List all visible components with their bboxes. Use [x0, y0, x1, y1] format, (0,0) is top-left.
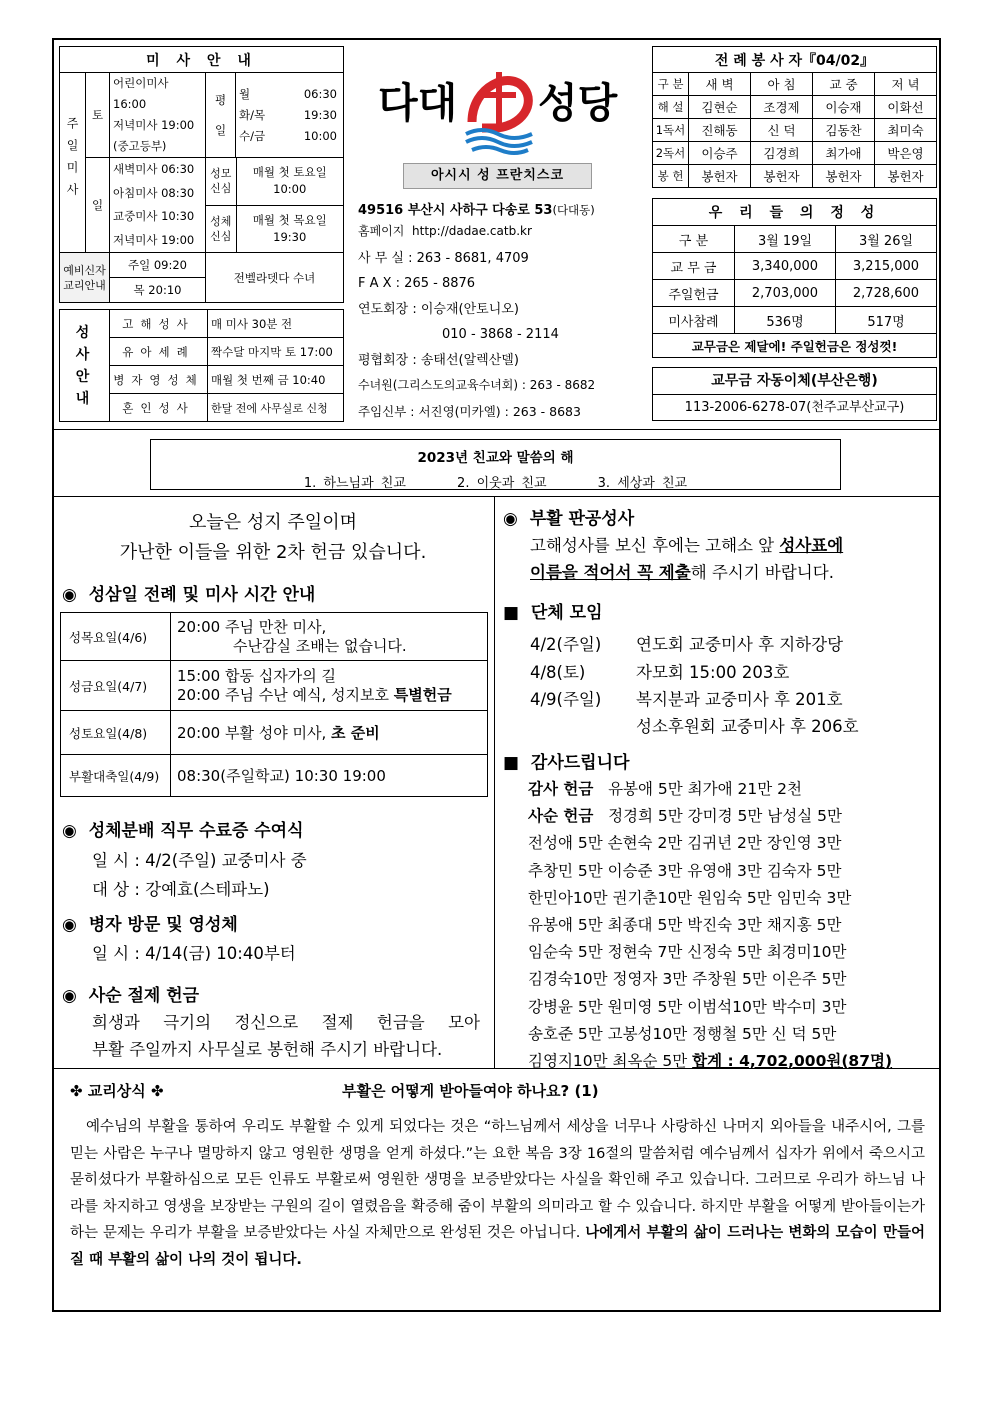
offering-col: 3월 19일 [735, 226, 836, 253]
server-cell: 신 덕 [751, 119, 813, 142]
square-bullet-icon: ■ [503, 603, 520, 623]
clover-icon: ✤ [70, 1082, 83, 1100]
logo-text-2: 성당 [538, 79, 618, 127]
sat-label: 토 [86, 73, 110, 158]
server-cell: 김동찬 [813, 119, 875, 142]
group-text: 복지분과 교중미사 후 201호 [636, 690, 843, 709]
server-cell: 조경제 [751, 96, 813, 119]
cross-wave-icon [462, 66, 538, 156]
holyweek-table [60, 612, 488, 797]
circle-bullet-icon: ◉ [62, 986, 77, 1006]
clover-icon: ✤ [151, 1082, 164, 1100]
announcement-line-1: 오늘은 성지 주일이며 [189, 512, 357, 533]
confession-text-1: 고해성사를 보신 후에는 고해소 앞 성사표에 [530, 536, 844, 555]
donor-list [528, 776, 920, 1075]
group-text: 자모회 15:00 203호 [636, 663, 790, 682]
sunday-mass-label: 주일미사 [60, 73, 86, 253]
holyweek-day: 성토요일(4/8) [61, 711, 171, 755]
year-theme-title: 2023년 친교와 말씀의 해 [417, 450, 574, 466]
offering-cell: 2,703,000 [735, 280, 836, 307]
offering-note: 교무금은 제달에! 주일헌금은 정성껏! [653, 334, 937, 358]
contact-info [358, 198, 595, 424]
confession-text-2: 이름을 적어서 꼭 제출해 주시기 바랍니다. [530, 563, 834, 582]
servers-col: 교 중 [813, 73, 875, 96]
catechumen-time-2: 목 20:10 [110, 278, 206, 303]
server-cell: 진해동 [689, 119, 751, 142]
donor-line: 정경희 5만 강미경 5만 남성실 5만 [608, 807, 842, 826]
donor-line: 김경숙10만 정영자 3만 주창원 5만 이은주 5만 [528, 970, 847, 989]
ceremony-target: 대 상 : 강예효(스테파노) [92, 880, 270, 899]
donor-line: 한민아10만 권기춘10만 원임숙 5만 임민숙 3만 [528, 888, 852, 907]
column-divider [494, 496, 495, 1068]
offering-row-label: 교 무 금 [653, 253, 735, 280]
group-date: 4/8(토) [530, 663, 586, 682]
doctrine-title: 부활은 어떻게 받아들여야 하나요? (1) [342, 1082, 599, 1100]
ceremony-heading: ◉ 성체분배 직무 수료증 수여식 [62, 821, 304, 841]
youth-president: 연도회장 : 이승재(안토니오) [358, 301, 519, 317]
holyweek-day: 성금요일(4/7) [61, 661, 171, 711]
autopay-account: 113-2006-6278-07(천주교부산교구) [684, 400, 905, 415]
donor-line: 강병윤 5만 원미영 5만 이범석10만 박수미 3만 [528, 997, 847, 1016]
sacraments-label: 성 사 안 내 [60, 310, 110, 422]
servers-row-label: 1독서 [653, 119, 689, 142]
council-president: 평협회장 : 송태선(알렉산델) [358, 352, 519, 368]
server-cell: 김경희 [751, 142, 813, 165]
donor-line: 추창민 5만 이승준 3만 유영애 3만 김숙자 5만 [528, 861, 842, 880]
group-text: 연도회 교중미사 후 지하강당 [636, 635, 844, 654]
server-cell: 이화선 [875, 96, 937, 119]
offering-table [652, 198, 937, 358]
donor-line: 임순숙 5만 정현숙 7만 신정숙 5만 최경미10만 [528, 943, 847, 962]
eucharist-devotion-time: 매월 첫 목요일 19:30 [252, 212, 327, 244]
logo-subtitle: 아시시 성 프란치스코 [403, 163, 592, 189]
holyweek-detail: 20:00 주님 만찬 미사, 수난감실 조배는 없습니다. [171, 613, 488, 661]
doctrine-label: ✤ 교리상식 ✤ [70, 1082, 164, 1100]
server-cell: 이승주 [689, 142, 751, 165]
donation-total: 합계 : 4,702,000원(87명) [692, 1052, 893, 1071]
autopay-box [652, 367, 937, 421]
server-cell: 봉헌자 [751, 165, 813, 188]
servers-row-label: 해 설 [653, 96, 689, 119]
sat-masses: 어린이미사 16:00 저녁미사 19:00 (중고등부) [110, 73, 206, 158]
marian-devotion-time: 매월 첫 토요일 10:00 [236, 158, 343, 205]
sacrament-name: 병자영성체 [110, 366, 208, 394]
holyweek-day: 부활대축일(4/9) [61, 755, 171, 797]
visit-heading: ◉ 병자 방문 및 영성체 [62, 915, 238, 935]
circle-bullet-icon: ◉ [62, 821, 77, 841]
confession-heading: ◉ 부활 판공성사 [503, 509, 635, 529]
sacrament-name: 혼인성사 [110, 394, 208, 422]
ceremony-date: 일 시 : 4/2(주일) 교중미사 중 [92, 851, 307, 870]
year-theme-box [150, 439, 841, 490]
group-date: 4/9(주일) [530, 690, 602, 709]
convent-phone: 수녀원(그리스도의교육수녀회) : 263 - 8682 [358, 378, 596, 392]
catechumen-teacher: 전벨라뎃다 수녀 [206, 253, 344, 303]
sacrament-name: 유아세례 [110, 338, 208, 366]
mass-schedule-table [59, 46, 344, 303]
servers-col: 구 분 [653, 73, 689, 96]
office-phone: 사 무 실 : 263 - 8681, 4709 [358, 250, 529, 266]
offering-col: 3월 26일 [836, 226, 937, 253]
group-date: 4/2(주일) [530, 635, 602, 654]
divider-theme [52, 496, 941, 497]
thanks-heading: ■ 감사드립니다 [503, 753, 630, 773]
lent-offering-label: 사순 헌금 [528, 807, 594, 826]
youth-phone: 010 - 3868 - 2114 [442, 327, 559, 342]
server-cell: 최가애 [813, 142, 875, 165]
logo-text-1: 다대 [378, 79, 458, 127]
servers-col: 저 녁 [875, 73, 937, 96]
square-bullet-icon: ■ [503, 753, 520, 773]
servers-row-label: 봉 헌 [653, 165, 689, 188]
homepage-link[interactable]: http://dadae.catb.kr [412, 223, 532, 238]
sacrament-text: 매월 첫 번째 금 10:40 [208, 366, 344, 394]
offering-row-label: 미사참례 [653, 307, 735, 334]
server-cell: 봉헌자 [813, 165, 875, 188]
offering-col: 구 분 [653, 226, 735, 253]
pastor-phone: 주임신부 : 서진영(미카엘) : 263 - 8683 [358, 403, 581, 419]
lent-text-1: 희생과 극기의 정신으로 절제 헌금을 모아 [92, 1013, 480, 1032]
lent-heading: ◉ 사순 절제 헌금 [62, 986, 200, 1006]
theme-item: 2. 이웃과 친교 [457, 476, 547, 491]
holyweek-detail: 20:00 부활 성야 미사, 초 준비 [171, 711, 488, 755]
postal-address: 49516 부산시 사하구 다송로 53 [358, 203, 553, 218]
weekday-masses: 월 06:30 화/목 19:30 수/금 10:00 [236, 73, 344, 158]
sacrament-text: 한달 전에 사무실로 신청 [208, 394, 344, 422]
catechumen-time-1: 주일 09:20 [110, 253, 206, 278]
fax-number: F A X : 265 - 8876 [358, 276, 476, 291]
servers-col: 아 침 [751, 73, 813, 96]
announcement-line-2: 가난한 이들을 위한 2차 헌금 있습니다. [119, 542, 427, 563]
sacrament-text: 매 미사 30분 전 [208, 310, 344, 338]
divider-top [52, 429, 941, 430]
lent-text-2: 부활 주일까지 사무실로 봉헌해 주시기 바랍니다. [92, 1040, 443, 1059]
weekday-label: 평 일 [206, 73, 236, 158]
sacrament-name: 고해성사 [110, 310, 208, 338]
server-cell: 봉헌자 [875, 165, 937, 188]
server-cell: 김현순 [689, 96, 751, 119]
thanks-label: 감사 헌금 [528, 780, 594, 798]
server-cell: 박은영 [875, 142, 937, 165]
donor-line: 김영지10만 최옥순 5만 [528, 1052, 688, 1071]
offering-cell: 536명 [735, 307, 836, 334]
holyweek-detail: 08:30(주일학교) 10:30 19:00 [171, 755, 488, 797]
server-cell: 이승재 [813, 96, 875, 119]
holyweek-detail: 15:00 합동 십자가의 길 20:00 주님 수난 예식, 성지보호 특별헌금 [171, 661, 488, 711]
marian-devotion-label: 성모 신심 [206, 158, 236, 205]
sacrament-text: 짝수달 마지막 토 17:00 [208, 338, 344, 366]
homepage-label: 홈페이지 [358, 223, 405, 238]
sacraments-table [59, 309, 344, 422]
offering-row-label: 주일헌금 [653, 280, 735, 307]
offering-cell: 3,215,000 [836, 253, 937, 280]
offering-title: 우 리 들 의 정 성 [653, 199, 937, 226]
donor-line: 송호준 5만 고봉성10만 정행철 5만 신 덕 5만 [528, 1024, 837, 1043]
holyweek-heading: ◉ 성삼일 전례 및 미사 시간 안내 [62, 585, 316, 605]
postal-dong: (다대동) [552, 203, 595, 217]
eucharist-devotion-label: 성체 신심 [206, 205, 236, 252]
offering-cell: 3,340,000 [735, 253, 836, 280]
servers-row-label: 2독서 [653, 142, 689, 165]
mass-title: 미 사 안 내 [60, 47, 344, 73]
circle-bullet-icon: ◉ [503, 509, 518, 529]
liturgy-servers-table [652, 46, 937, 188]
theme-item: 1. 하느님과 친교 [303, 476, 406, 491]
offering-cell: 2,728,600 [836, 280, 937, 307]
catechumen-label: 예비신자 교리안내 [60, 253, 110, 303]
servers-col: 새 벽 [689, 73, 751, 96]
donor-line: 전성애 5만 손현숙 2만 김귀년 2만 장인영 3만 [528, 834, 842, 853]
group-text: 성소후원회 교중미사 후 206호 [636, 717, 859, 736]
sun-masses: 새벽미사 06:30 아침미사 08:30 교중미사 10:30 저녁미사 19:00 [110, 158, 206, 253]
autopay-title: 교무금 자동이체(부산은행) [653, 368, 936, 395]
holyweek-day: 성목요일(4/6) [61, 613, 171, 661]
thanks-donors: 유봉애 5만 최가애 21만 2천 [608, 780, 802, 798]
theme-item: 3. 세상과 친교 [597, 476, 688, 491]
doctrine-body: 예수님의 부활을 통하여 우리도 부활할 수 있게 되었다는 것은 “하느님께서 세상을 너무나 사랑하신 나머지 외아들을 내주시어, 그를 믿는 사람은 누구나 멸망하지 않고 영원한 생명을 얻게 하셨다.”는 요한 복음 3장 16절의 말씀처럼 예수님께서 십자가 위에서 죽으시고 묻히셨다가 부활하심으로 모든 인류도 부활로써 영원한 생명을 보증받았다는 사실을 확인해 주고 있습니다. 그러므로 우리가 하느님 나라를 차지하고 영생을 보장받는 구원의 길이 열렸음을 확증해 줌이 부활의 의미라고 할 수 있습니다. 하지만 부활을 어떻게 받아들이는가 하는 문제는 우리가 부활을 보증받았다는 사실 자체만으로 완성된 것은 아닙니다. 나에게서 부활의 삶이 드러나는 변화의 모습이 만들어질 때 부활의 삶이 나의 것이 됩니다. [70, 1119, 925, 1268]
donor-line: 유봉애 5만 최종대 5만 박진숙 3만 채지홍 5만 [528, 916, 842, 935]
groups-heading: ■ 단체 모임 [503, 603, 603, 623]
visit-date: 일 시 : 4/14(금) 10:40부터 [92, 944, 296, 963]
servers-title: 전 례 봉 사 자『04/02』 [653, 47, 937, 73]
devotions [206, 158, 344, 253]
offering-cell: 517명 [836, 307, 937, 334]
parish-logo [378, 66, 623, 161]
server-cell: 최미숙 [875, 119, 937, 142]
sun-label: 일 [86, 158, 110, 253]
circle-bullet-icon: ◉ [62, 585, 77, 605]
server-cell: 봉헌자 [689, 165, 751, 188]
circle-bullet-icon: ◉ [62, 915, 77, 935]
